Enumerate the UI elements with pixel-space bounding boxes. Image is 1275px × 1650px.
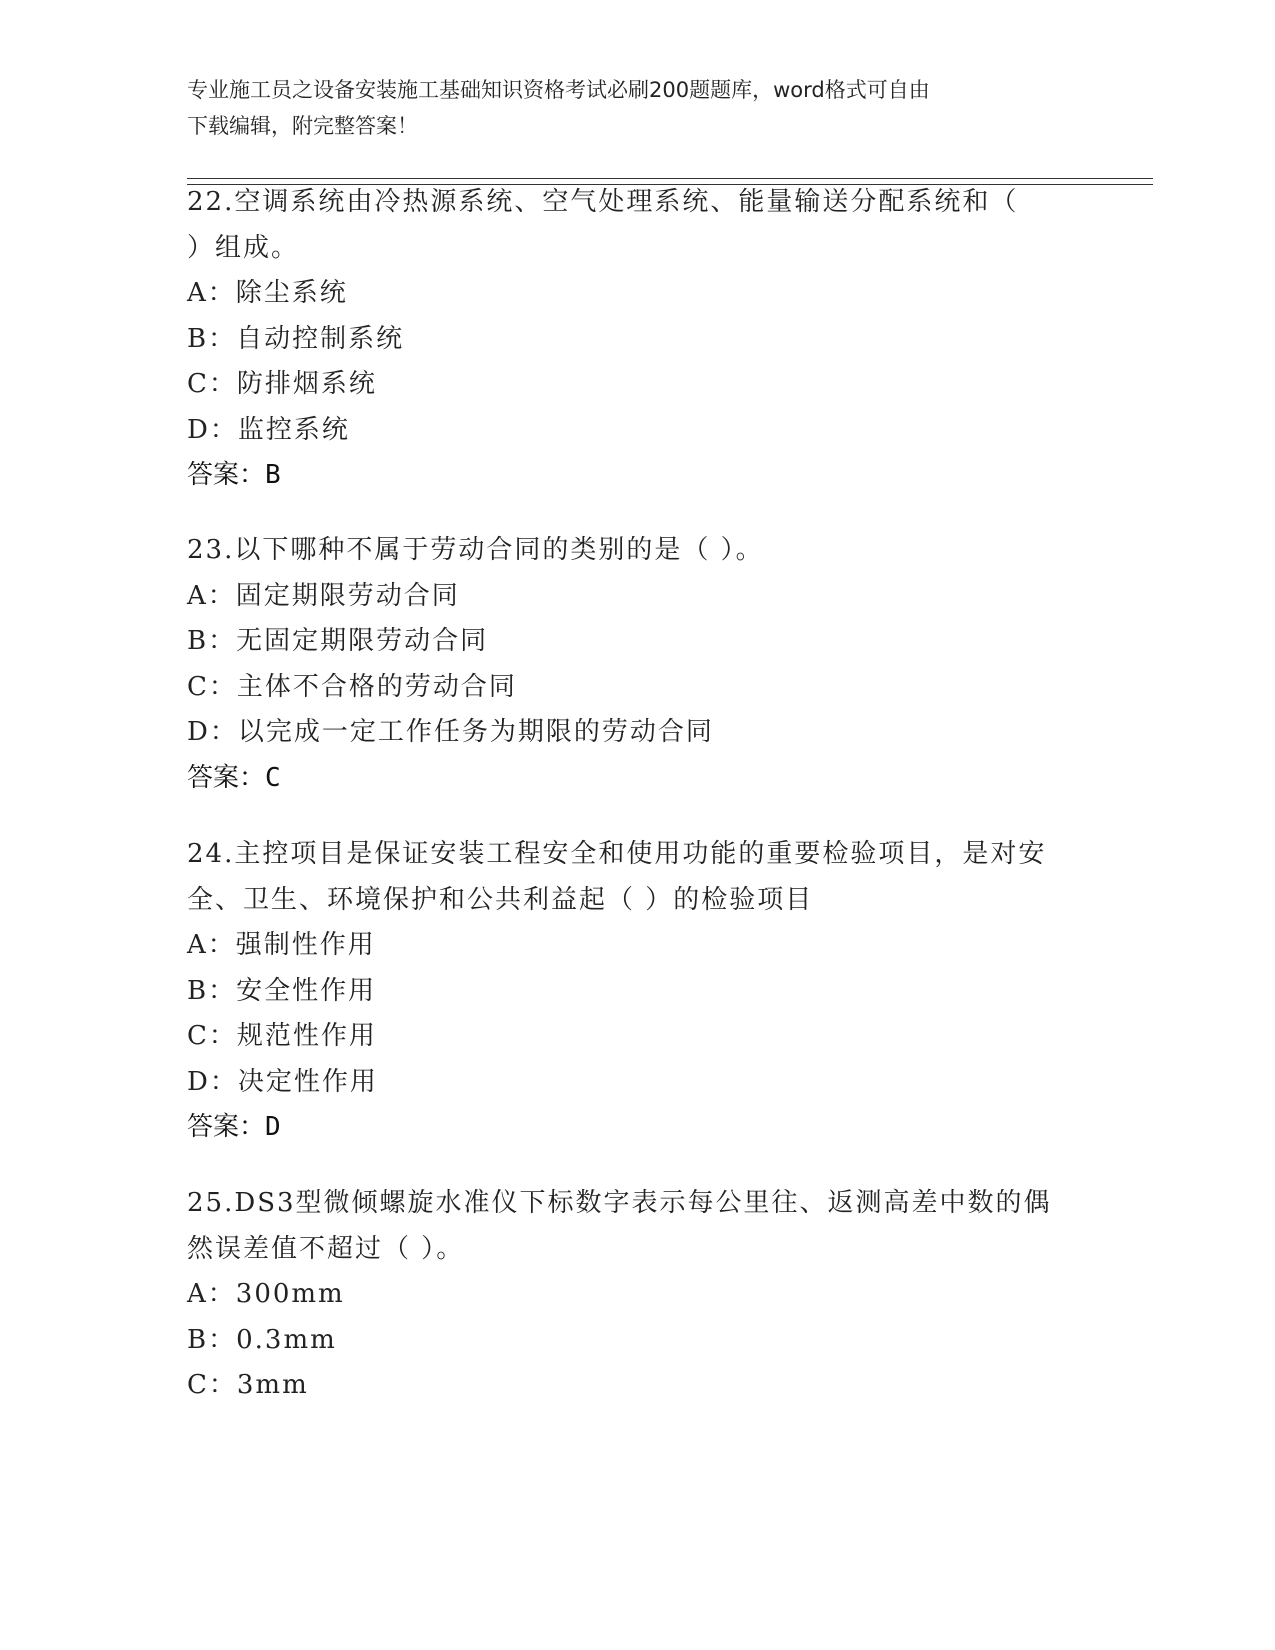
option-a: A：强制性作用: [187, 930, 376, 960]
option-c: C：3mm: [187, 1370, 309, 1400]
option-c: C：防排烟系统: [187, 369, 377, 399]
option-b: B：自动控制系统: [187, 323, 405, 354]
question-stem-line-1: 25.DS3型微倾螺旋水准仪下标数字表示每公里往、返测高差中数的偶: [187, 1188, 1052, 1218]
question-23: [187, 528, 1087, 801]
question-stem-line-1: 23.以下哪种不属于劳动合同的类别的是（ ）。: [187, 535, 764, 565]
question-stem-line-2: ）组成。: [187, 232, 300, 263]
answer-value: D: [265, 1112, 281, 1142]
option-c: C：主体不合格的劳动合同: [187, 671, 517, 702]
option-b: B：无固定期限劳动合同: [187, 626, 489, 656]
option-d: D：监控系统: [187, 414, 350, 445]
answer-line: [187, 1105, 1087, 1151]
answer-value: B: [265, 460, 281, 490]
option-a: A：300mm: [187, 1279, 345, 1309]
option-b: B：安全性作用: [187, 975, 377, 1006]
document-header: [187, 72, 1087, 144]
question-24: [187, 832, 1087, 1151]
question-25: [187, 1181, 1087, 1409]
question-stem-line-2: 然误差值不超过（ ）。: [187, 1233, 465, 1264]
question-22: [187, 180, 1087, 499]
answer-line: [187, 756, 1087, 802]
answer-label: 答案：: [187, 460, 266, 490]
answer-line: [187, 453, 1087, 499]
option-b: B：0.3mm: [187, 1324, 337, 1355]
header-line-2: 下载编辑，附完整答案！: [187, 114, 418, 138]
option-d: D：决定性作用: [187, 1066, 378, 1097]
header-line-1: 专业施工员之设备安装施工基础知识资格考试必刷200题题库，word格式可自由: [187, 78, 930, 102]
question-stem-line-1: 22.空调系统由冷热源系统、空气处理系统、能量输送分配系统和（: [187, 187, 1019, 217]
answer-value: C: [265, 762, 281, 793]
question-stem-line-2: 全、卫生、环境保护和公共利益起（ ）的检验项目: [187, 884, 814, 915]
option-d: D：以完成一定工作任务为期限的劳动合同: [187, 717, 714, 747]
question-stem-line-1: 24.主控项目是保证安装工程安全和使用功能的重要检验项目，是对安: [187, 839, 1047, 869]
answer-label: 答案：: [187, 762, 266, 793]
option-a: A：除尘系统: [187, 278, 348, 308]
option-c: C：规范性作用: [187, 1021, 377, 1051]
header-divider-top: [187, 178, 1153, 179]
option-a: A：固定期限劳动合同: [187, 580, 460, 611]
answer-label: 答案：: [187, 1112, 266, 1142]
